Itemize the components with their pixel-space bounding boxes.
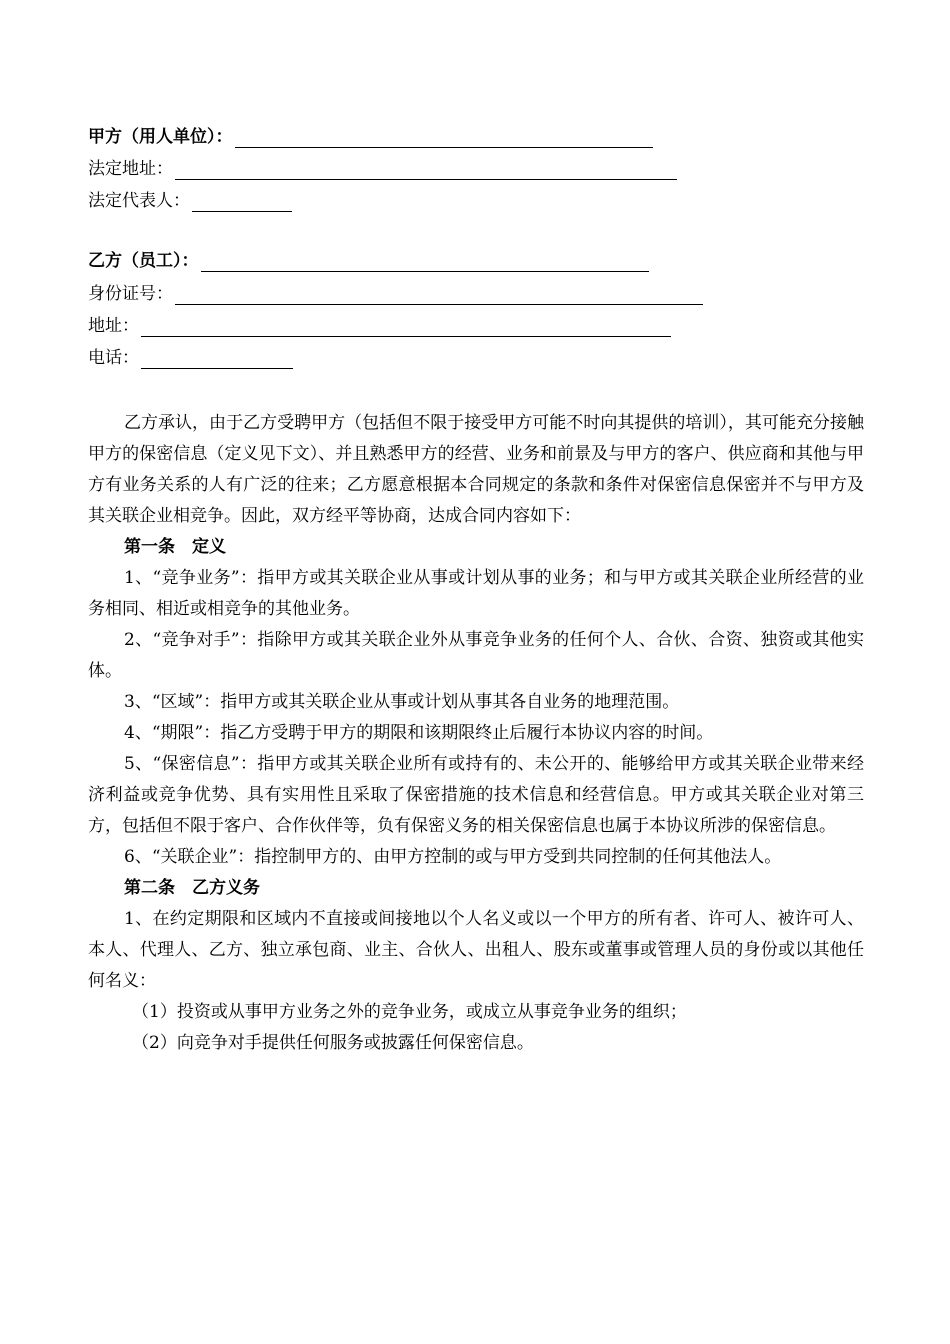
party-a-address-blank[interactable]	[175, 159, 677, 180]
party-a-rep-blank[interactable]	[192, 191, 292, 212]
definition-item: 5、“保密信息”：指甲方或其关联企业所有或持有的、未公开的、能够给甲方或其关联企业带来经济利益或竞争优势、具有实用性且采取了保密措施的技术信息和经营信息。甲方或其关联企业对第三方，包括但不限于客户、合作伙伴等，负有保密义务的相关保密信息也属于本协议所涉的保密信息。	[88, 754, 864, 836]
party-b-name-blank[interactable]	[201, 251, 649, 272]
party-b-phone-label: 电话：	[88, 348, 139, 368]
party-b-row	[88, 244, 649, 272]
party-a-title: 甲方（用人单位）：	[88, 127, 233, 147]
party-a-rep-label: 法定代表人：	[88, 191, 190, 211]
article-1-heading: 第一条 定义	[124, 537, 226, 557]
party-b-phone-blank[interactable]	[141, 348, 293, 369]
definition-item: 6、“关联企业”：指控制甲方的、由甲方控制的或与甲方受到共同控制的任何其他法人。	[124, 847, 782, 867]
contract-body	[88, 408, 864, 1059]
definition-item: 1、“竞争业务”：指甲方或其关联企业从事或计划从事的业务；和与甲方或其关联企业所经营的业务相同、相近或相竞争的其他业务。	[88, 568, 864, 619]
party-a-row	[88, 120, 653, 148]
obligation-sub-item: （2）向竞争对手提供任何服务或披露任何保密信息。	[132, 1033, 534, 1053]
article-2-heading: 第二条 乙方义务	[124, 878, 260, 898]
party-b-id-blank[interactable]	[175, 284, 703, 305]
party-b-phone-row	[88, 341, 293, 369]
definition-item: 2、“竞争对手”：指除甲方或其关联企业外从事竞争业务的任何个人、合伙、合资、独资或其他实体。	[88, 630, 864, 681]
party-b-address-blank[interactable]	[141, 316, 671, 337]
obligation-intro: 1、在约定期限和区域内不直接或间接地以个人名义或以一个甲方的所有者、许可人、被许可人、本人、代理人、乙方、独立承包商、业主、合伙人、出租人、股东或董事或管理人员的身份或以其他任何名义：	[88, 909, 864, 991]
party-b-address-label: 地址：	[88, 316, 139, 336]
party-b-id-label: 身份证号：	[88, 284, 173, 304]
party-b-id-row	[88, 277, 703, 305]
party-a-name-blank[interactable]	[235, 127, 653, 148]
party-a-rep-row	[88, 184, 292, 212]
party-b-title: 乙方（员工）：	[88, 251, 199, 271]
definition-item: 3、“区域”：指甲方或其关联企业从事或计划从事其各自业务的地理范围。	[124, 692, 680, 712]
party-a-address-label: 法定地址：	[88, 159, 173, 179]
definition-item: 4、“期限”：指乙方受聘于甲方的期限和该期限终止后履行本协议内容的时间。	[124, 723, 714, 743]
intro-paragraph: 乙方承认，由于乙方受聘甲方（包括但不限于接受甲方可能不时向其提供的培训），其可能充分接触甲方的保密信息（定义见下文）、并且熟悉甲方的经营、业务和前景及与甲方的客户、供应商和其他与甲方有业务关系的人有广泛的往来；乙方愿意根据本合同规定的条款和条件对保密信息保密并不与甲方及其关联企业相竞争。因此，双方经平等协商，达成合同内容如下：	[88, 413, 864, 526]
party-b-address-row	[88, 309, 671, 337]
party-a-address-row	[88, 152, 677, 180]
obligation-sub-item: （1）投资或从事甲方业务之外的竞争业务，或成立从事竞争业务的组织；	[132, 1002, 687, 1022]
